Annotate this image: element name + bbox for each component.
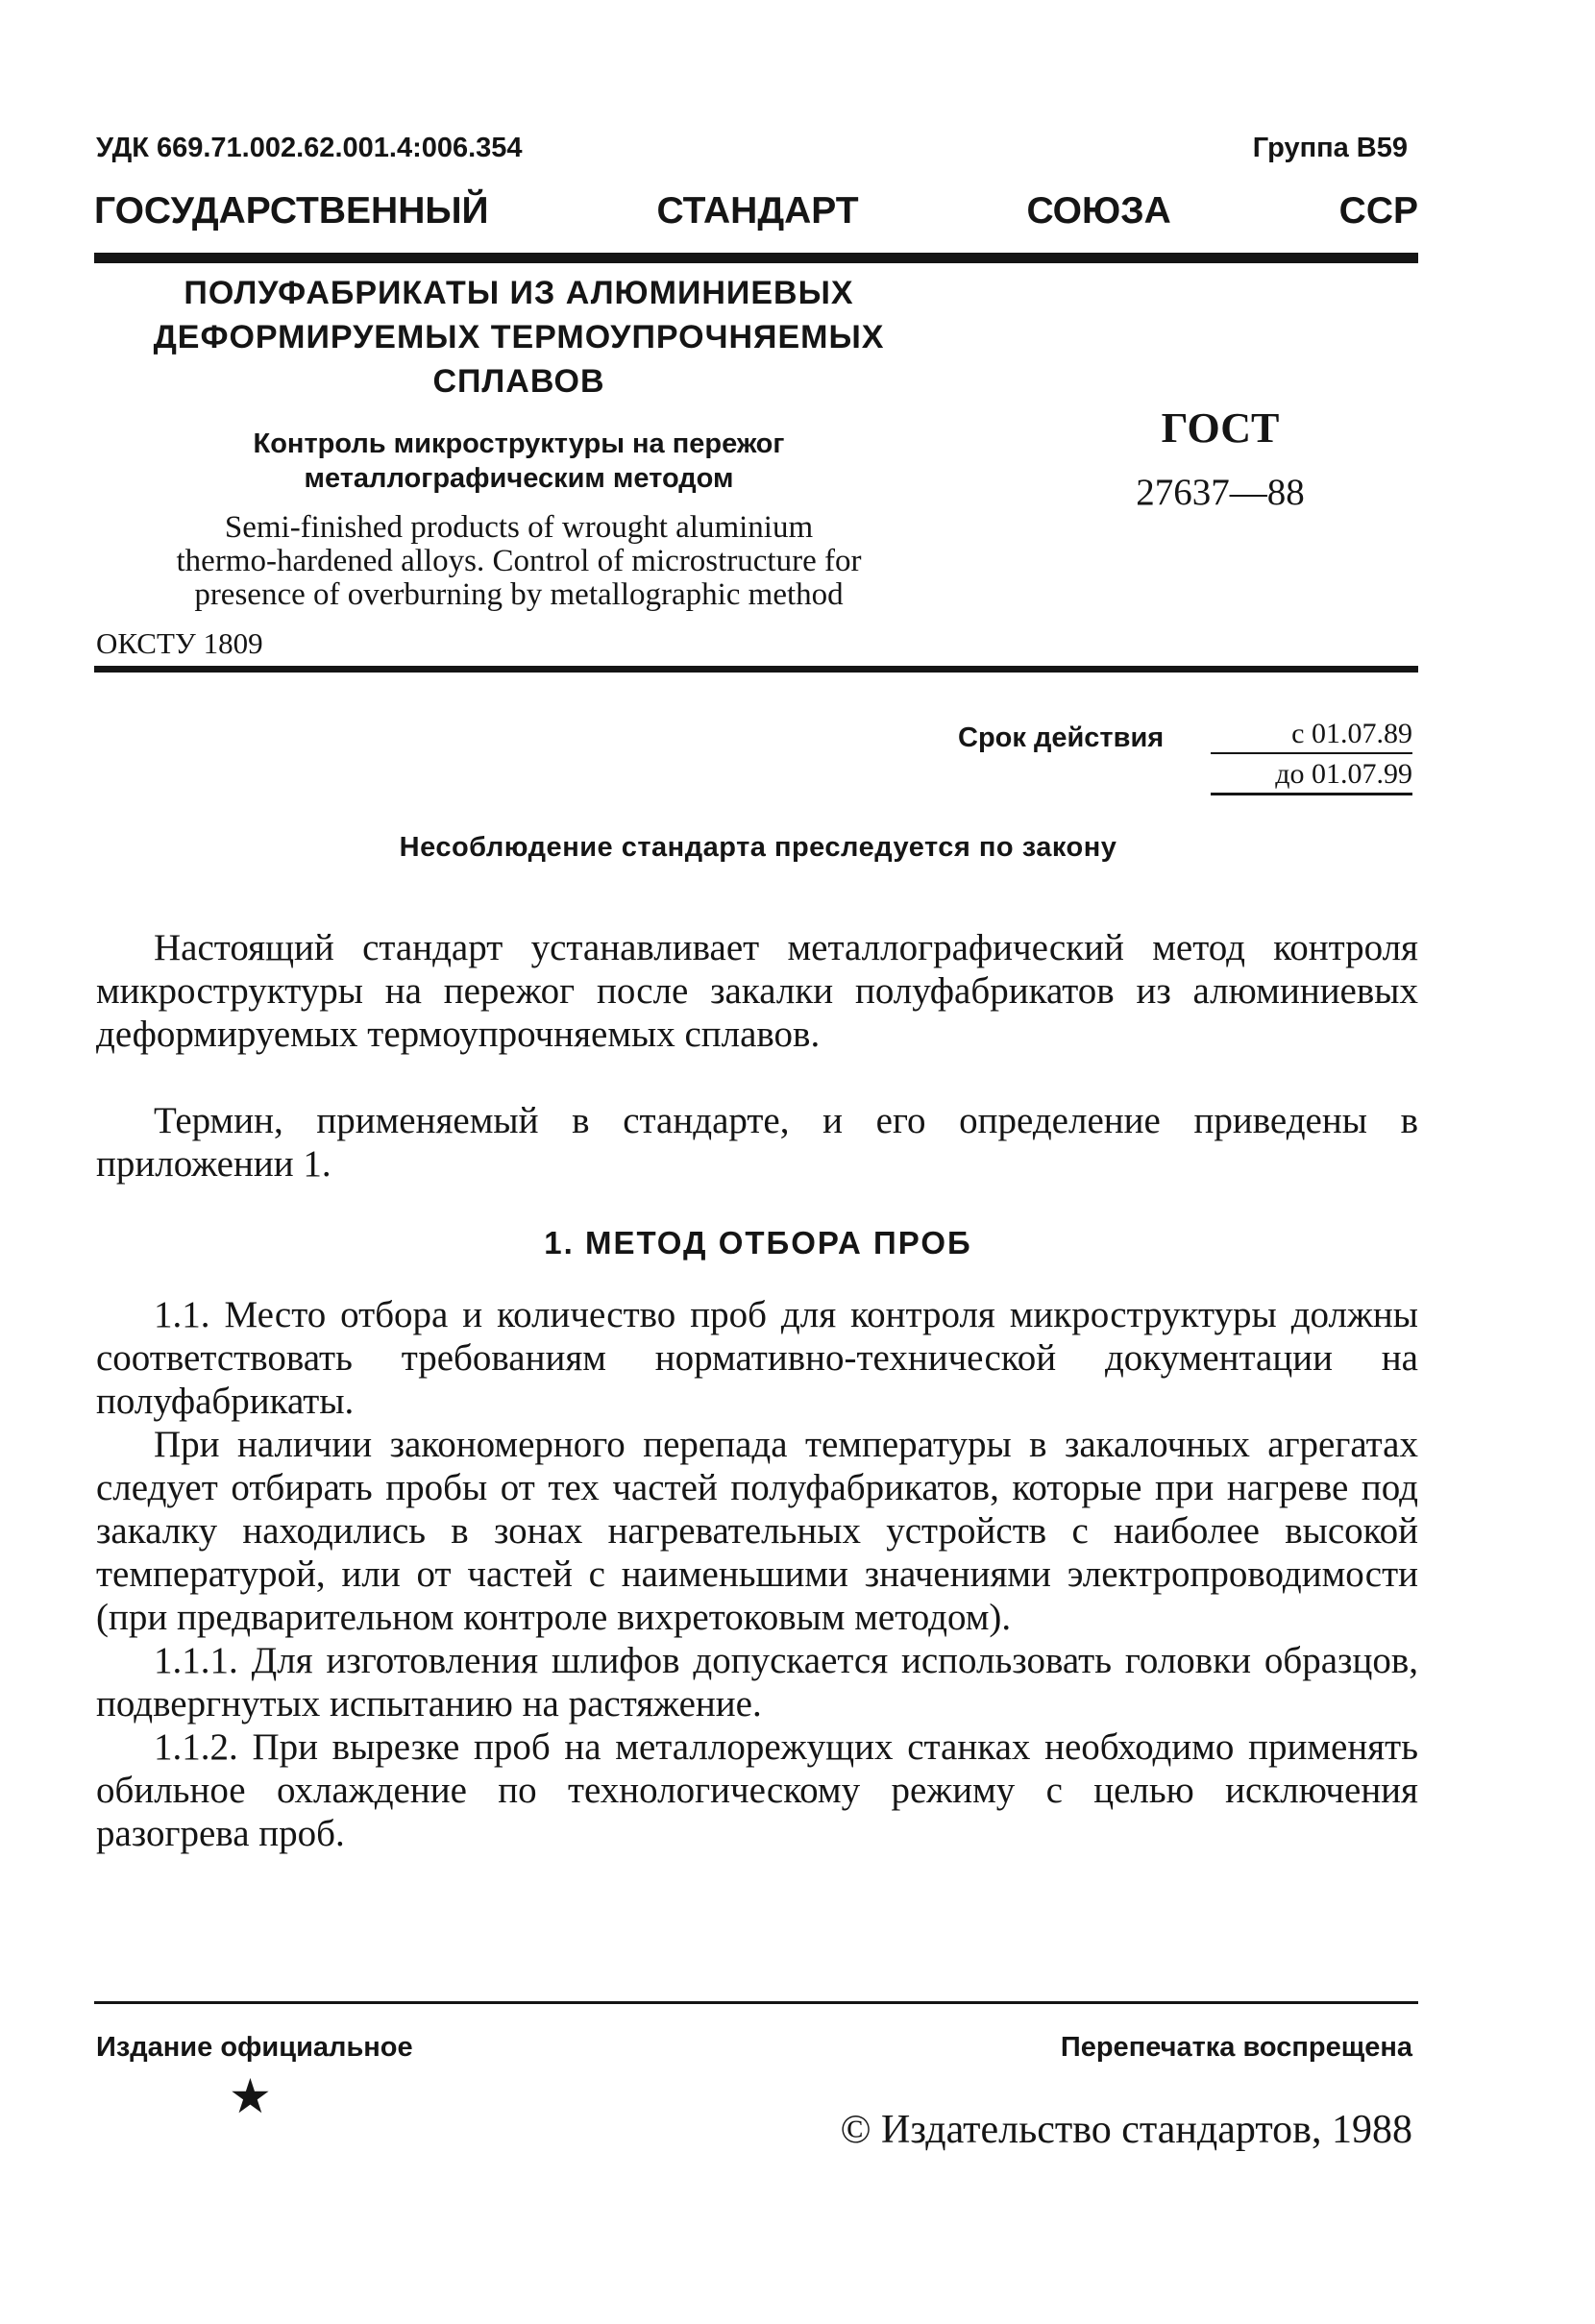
state-standard-banner bbox=[94, 190, 1418, 232]
subtitle bbox=[96, 427, 942, 496]
paragraph: Термин, применяемый в стандарте, и его определение приведены в приложении 1. bbox=[96, 1100, 1418, 1185]
gost-label: ГОСТ bbox=[1161, 404, 1280, 452]
banner-word: СТАНДАРТ bbox=[656, 190, 859, 232]
english-title-line: thermo-hardened alloys. Control of microstructure for bbox=[176, 544, 862, 578]
subtitle-line: металлографическим методом bbox=[304, 463, 734, 494]
group-code: Группа В59 bbox=[1252, 133, 1408, 163]
title-divider bbox=[94, 666, 1418, 673]
intro-paragraph bbox=[96, 1099, 1418, 1186]
banner-word: СОЮЗА bbox=[1026, 190, 1171, 232]
paragraph: 1.1.1. Для изготовления шлифов допускается использовать головки образцов, подвергнутых испытанию на растяжение. bbox=[96, 1640, 1418, 1725]
intro-paragraph bbox=[96, 926, 1418, 1056]
paragraph: 1.1. Место отбора и количество проб для контроля микроструктуры должны соответствовать требованиям нормативно-технической документации на полуфабрикаты. bbox=[96, 1294, 1418, 1422]
footer-divider bbox=[94, 2001, 1418, 2004]
header-divider bbox=[94, 253, 1418, 263]
paragraph: 1.1.2. При вырезке проб на металлорежущих станках необходимо применять обильное охлаждение по технологическому режиму с целью исключения разогрева проб. bbox=[96, 1726, 1418, 1854]
english-title-line: presence of overburning by metallographic method bbox=[194, 577, 844, 612]
udk-code: УДК 669.71.002.62.001.4:006.354 bbox=[96, 133, 523, 163]
title-line: ДЕФОРМИРУЕМЫХ ТЕРМОУПРОЧНЯЕМЫХ bbox=[153, 319, 885, 355]
legal-notice: Несоблюдение стандарта преследуется по закону bbox=[399, 832, 1117, 863]
okstu-code: ОКСТУ 1809 bbox=[96, 626, 263, 660]
reprint-notice: Перепечатка воспрещена bbox=[1060, 2032, 1412, 2063]
banner-word: ГОСУДАРСТВЕННЫЙ bbox=[94, 190, 489, 232]
subtitle-line: Контроль микроструктуры на пережог bbox=[253, 428, 785, 459]
english-title bbox=[96, 511, 942, 612]
paragraph: При наличии закономерного перепада температуры в закалочных агрегатах следует отбирать пробы от тех частей полуфабрикатов, которые при нагреве под закалку находились в зонах нагревательных устройств с наиболее высокой температурой, или от частей с наименьшими значениями электропроводимости (при предварительном контроле вихретоковым методом). bbox=[96, 1424, 1418, 1638]
copyright: © Издательство стандартов, 1988 bbox=[840, 2108, 1412, 2152]
banner-word: ССР bbox=[1338, 190, 1418, 232]
english-title-line: Semi-finished products of wrought aluminium bbox=[224, 510, 814, 545]
paragraph: Настоящий стандарт устанавливает металлографический метод контроля микроструктуры на пережог после закалки полуфабрикатов из алюминиевых деформируемых термоупрочняемых сплавов. bbox=[96, 927, 1418, 1055]
validity-from: с 01.07.89 bbox=[1211, 718, 1412, 754]
title-block bbox=[96, 271, 942, 612]
gost-number: 27637—88 bbox=[1136, 472, 1305, 513]
section-title: 1. МЕТОД ОТБОРА ПРОБ bbox=[544, 1225, 972, 1260]
star-icon: ★ bbox=[229, 2069, 272, 2123]
validity-label: Срок действия bbox=[958, 722, 1165, 753]
edition-label: Издание официальное bbox=[96, 2032, 413, 2063]
title-line: ПОЛУФАБРИКАТЫ ИЗ АЛЮМИНИЕВЫХ bbox=[184, 275, 854, 311]
title-line: СПЛАВОВ bbox=[432, 363, 605, 400]
validity-to: до 01.07.99 bbox=[1211, 758, 1412, 795]
section-body bbox=[96, 1293, 1418, 1855]
